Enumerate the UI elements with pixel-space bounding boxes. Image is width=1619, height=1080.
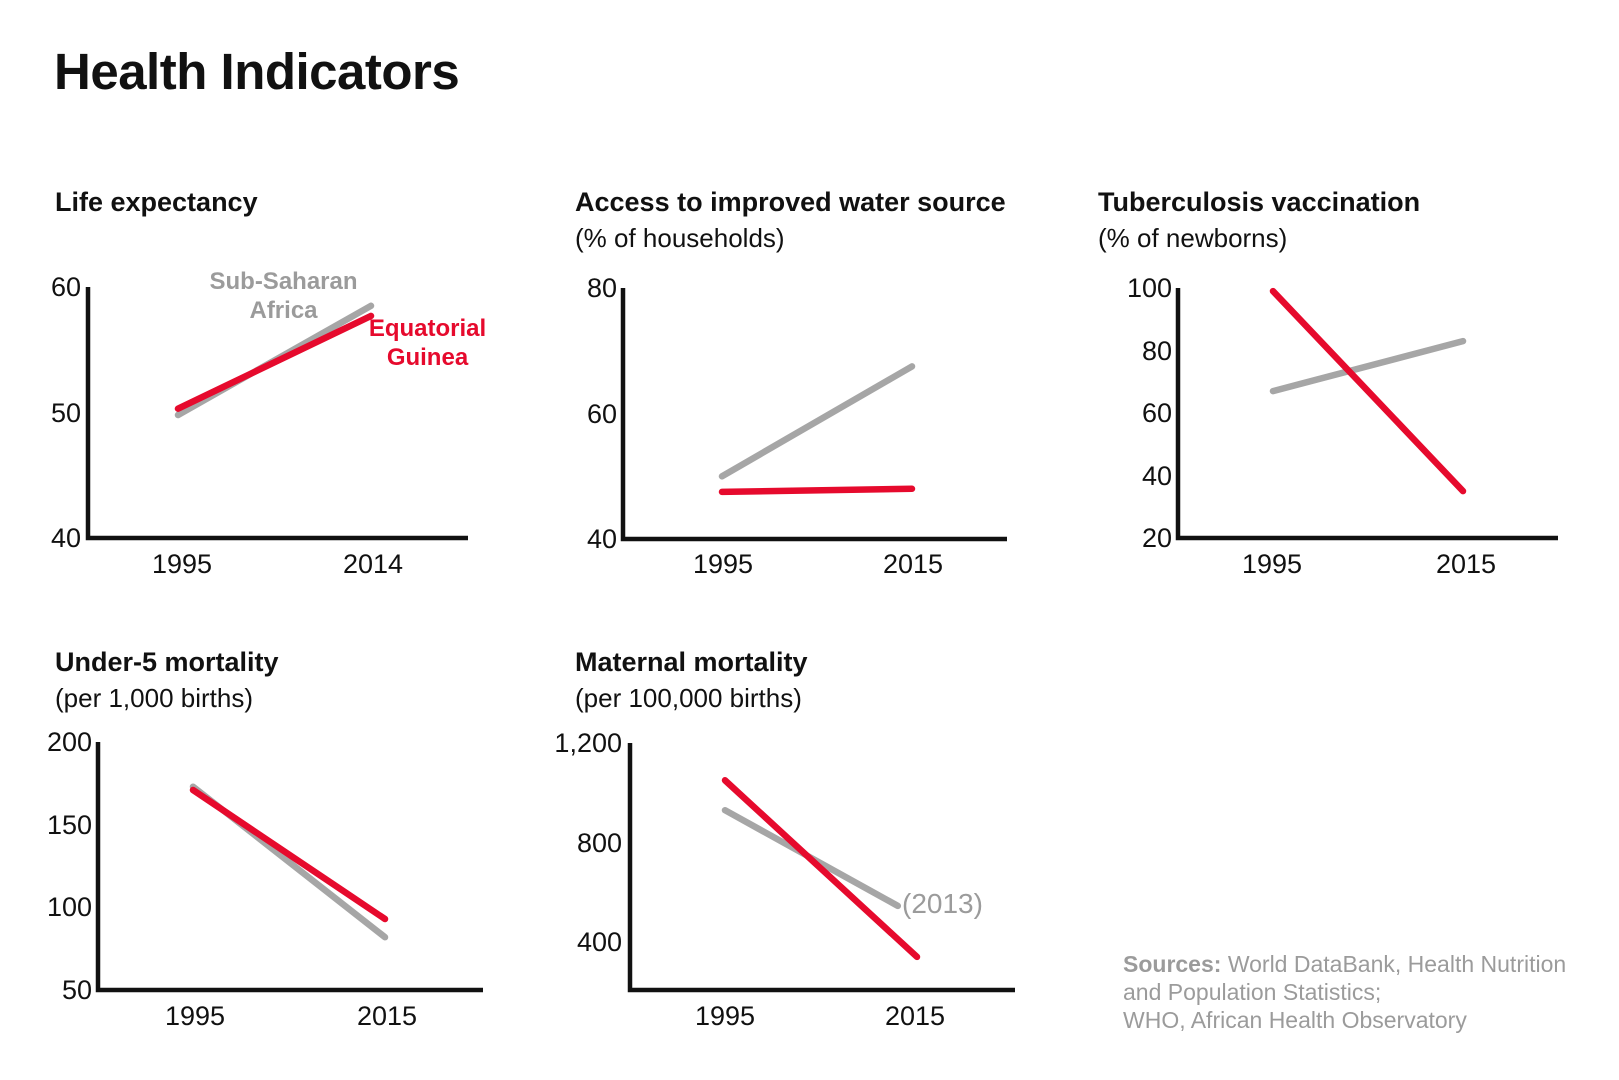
series-line-equatorial-guinea-chart-4	[193, 790, 385, 919]
sources-line1: World DataBank, Health Nutrition	[1221, 951, 1567, 977]
series-line-equatorial-guinea-chart-3	[1273, 291, 1463, 491]
x-tick-label: 2015	[1435, 549, 1497, 579]
chart-subtitle-maternal-mortality: (per 100,000 births)	[575, 683, 802, 713]
legend-sub-saharan-africa	[206, 267, 361, 325]
y-tick-label: 50	[50, 397, 81, 428]
y-tick-label: 400	[576, 927, 622, 957]
series-line-sub-saharan-africa-chart-3	[1273, 341, 1463, 391]
y-tick-label: 150	[46, 809, 92, 840]
series-line-sub-saharan-africa-chart-2	[722, 366, 912, 476]
y-tick-label: 40	[50, 523, 81, 553]
sources-note	[1123, 950, 1573, 1034]
chart-title-tb-vaccination: Tuberculosis vaccination	[1098, 187, 1421, 217]
page-title: Health Indicators	[54, 43, 460, 100]
chart-title-life-expectancy: Life expectancy	[55, 187, 258, 217]
x-tick-label: 2015	[884, 1001, 946, 1031]
sources-label: Sources:	[1123, 951, 1222, 977]
y-tick-label: 60	[50, 272, 81, 302]
y-tick-label: 40	[586, 524, 617, 554]
x-tick-label: 1995	[164, 1001, 226, 1031]
y-tick-label: 100	[1126, 273, 1172, 303]
chart-title-maternal-mortality: Maternal mortality	[575, 647, 808, 677]
series-line-equatorial-guinea-chart-1	[178, 316, 371, 409]
legend-equatorial-guinea	[350, 314, 505, 372]
y-tick-label: 40	[1141, 460, 1172, 491]
x-tick-label: 1995	[692, 549, 754, 579]
chart-subtitle-under5-mortality: (per 1,000 births)	[55, 683, 253, 713]
y-tick-label: 60	[1141, 398, 1172, 428]
y-tick-label: 20	[1141, 523, 1172, 553]
y-tick-label: 800	[576, 827, 622, 858]
chart-title-water-source: Access to improved water source	[575, 187, 1006, 217]
chart-subtitle-tb-vaccination: (% of newborns)	[1098, 223, 1288, 253]
y-tick-label: 80	[1141, 335, 1172, 366]
y-tick-label: 100	[46, 892, 92, 923]
y-tick-label: 80	[586, 273, 617, 303]
sources-line2: and Population Statistics;	[1123, 979, 1382, 1005]
series-line-equatorial-guinea-chart-5	[725, 780, 917, 957]
y-tick-label: 1,200	[554, 728, 622, 758]
legend-sub-saharan-line2: Africa	[249, 297, 318, 324]
x-tick-label: 1995	[151, 549, 213, 579]
x-tick-label: 1995	[1241, 549, 1303, 579]
series-line-equatorial-guinea-chart-2	[722, 489, 912, 492]
y-tick-label: 60	[586, 398, 617, 429]
annotation-2013: (2013)	[902, 888, 983, 919]
x-tick-label: 2015	[356, 1001, 418, 1031]
x-tick-label: 1995	[694, 1001, 756, 1031]
x-tick-label: 2014	[342, 549, 404, 579]
axes-chart-3	[1178, 288, 1558, 538]
legend-equatorial-line1: Equatorial	[368, 315, 487, 342]
axes-chart-2	[623, 288, 1007, 539]
x-tick-label: 2015	[882, 549, 944, 579]
legend-sub-saharan-line1: Sub-Saharan	[209, 268, 358, 295]
legend-equatorial-line2: Guinea	[386, 344, 469, 371]
chart-title-under5-mortality: Under-5 mortality	[55, 647, 279, 677]
sources-line3: WHO, African Health Observatory	[1123, 1007, 1467, 1033]
chart-subtitle-water-source: (% of households)	[575, 223, 785, 253]
y-tick-label: 50	[61, 975, 92, 1006]
y-tick-label: 200	[46, 727, 92, 757]
